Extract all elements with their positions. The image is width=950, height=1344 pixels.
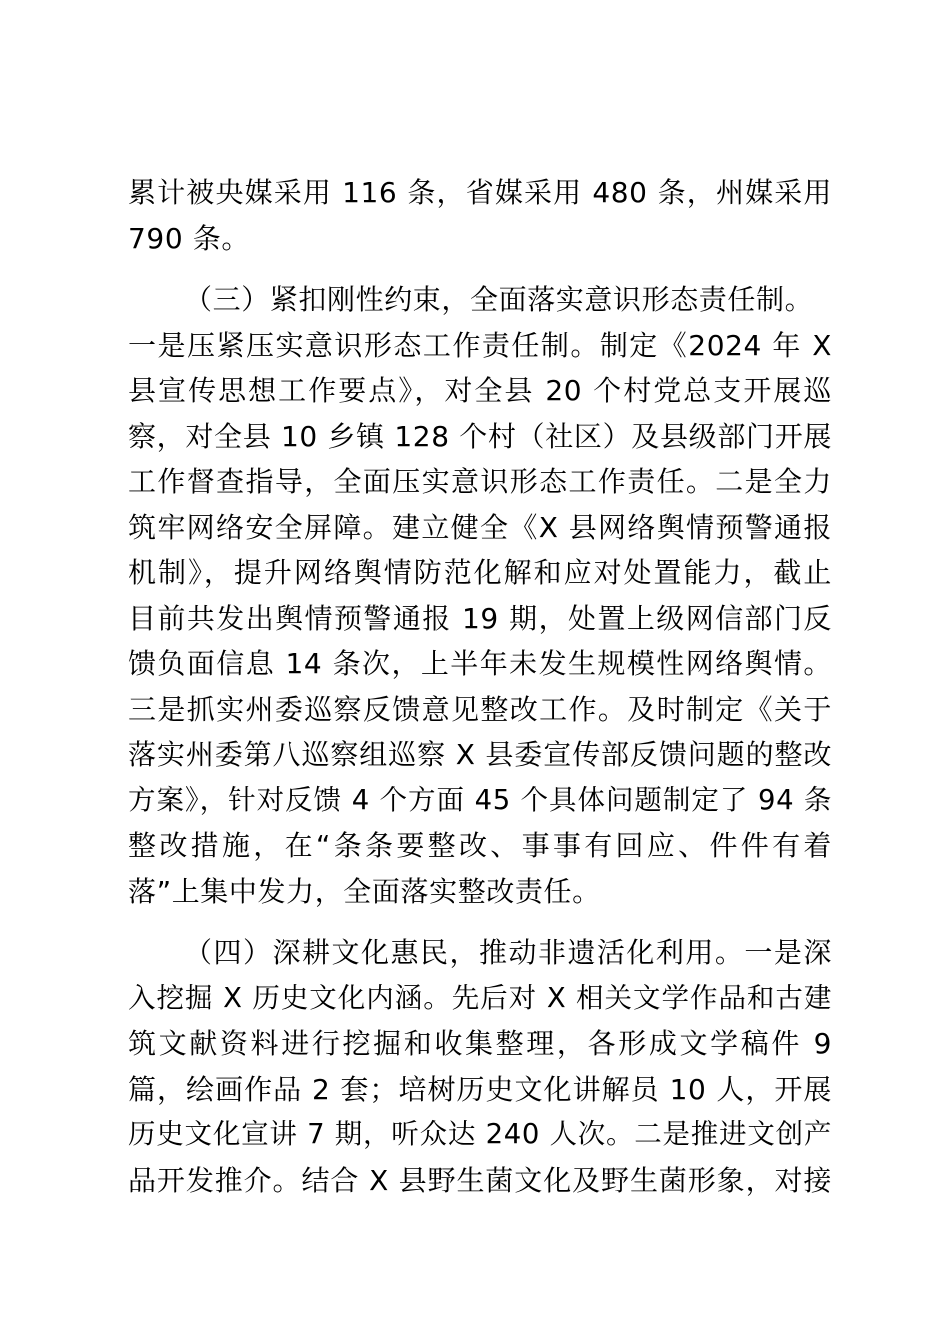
text-line: 察，对全县 10 乡镇 128 个村（社区）及县级部门开展 [128,419,832,453]
text-line: 790 条。 [128,221,250,255]
text-line: 入挖掘 X 历史文化内涵。先后对 X 相关文学作品和古建 [128,981,832,1014]
text-line: 落实州委第八巡察组巡察 X 县委宣传部反馈问题的整改 [128,738,832,771]
text-line: 历史文化宣讲 7 期，听众达 240 人次。二是推进文创产 [128,1118,832,1150]
document-body [128,170,832,1203]
text-line: 落”上集中发力，全面落实整改责任。 [128,874,601,908]
text-line: 品开发推介。结合 X 县野生菌文化及野生菌形象，对接 [128,1163,832,1197]
text-line: 馈负面信息 14 条次，上半年未发生规模性网络舆情。 [128,647,832,680]
text-line: 累计被央媒采用 116 条，省媒采用 480 条，州媒采用 [128,176,832,209]
paragraph-spacer [128,914,832,930]
text-line: 机制》，提升网络舆情防范化解和应对处置能力，截止 [128,556,832,589]
paragraph-ideology-responsibility [128,277,832,914]
paragraph-spacer [128,261,832,277]
text-line: 篇，绘画作品 2 套；培树历史文化讲解员 10 人，开展 [128,1072,832,1106]
text-line: 工作督查指导，全面压实意识形态工作责任。二是全力 [128,465,832,498]
text-line: 筑文献资料进行挖掘和收集整理，各形成文学稿件 9 [128,1027,832,1060]
text-line: 方案》，针对反馈 4 个方面 45 个具体问题制定了 94 条 [128,783,832,816]
paragraph-media-adoption [128,170,832,261]
text-line: 三是抓实州委巡察反馈意见整改工作。及时制定《关于 [128,692,832,726]
text-line: 县宣传思想工作要点》，对全县 20 个村党总支开展巡 [128,374,832,407]
section-heading: （四）深耕文化惠民，推动非遗活化利用。一是深 [184,936,832,969]
text-line: 目前共发出舆情预警通报 19 期，处置上级网信部门反 [128,601,832,635]
text-line: 一是压紧压实意识形态工作责任制。制定《2024 年 X [128,328,832,362]
section-heading: （三）紧扣刚性约束，全面落实意识形态责任制。 [184,283,814,316]
text-line: 筑牢网络安全屏障。建立健全《X 县网络舆情预警通报 [128,510,832,544]
paragraph-cultural-heritage [128,930,832,1203]
text-line: 整改措施，在“条条要整改、事事有回应、件件有着 [128,829,832,862]
